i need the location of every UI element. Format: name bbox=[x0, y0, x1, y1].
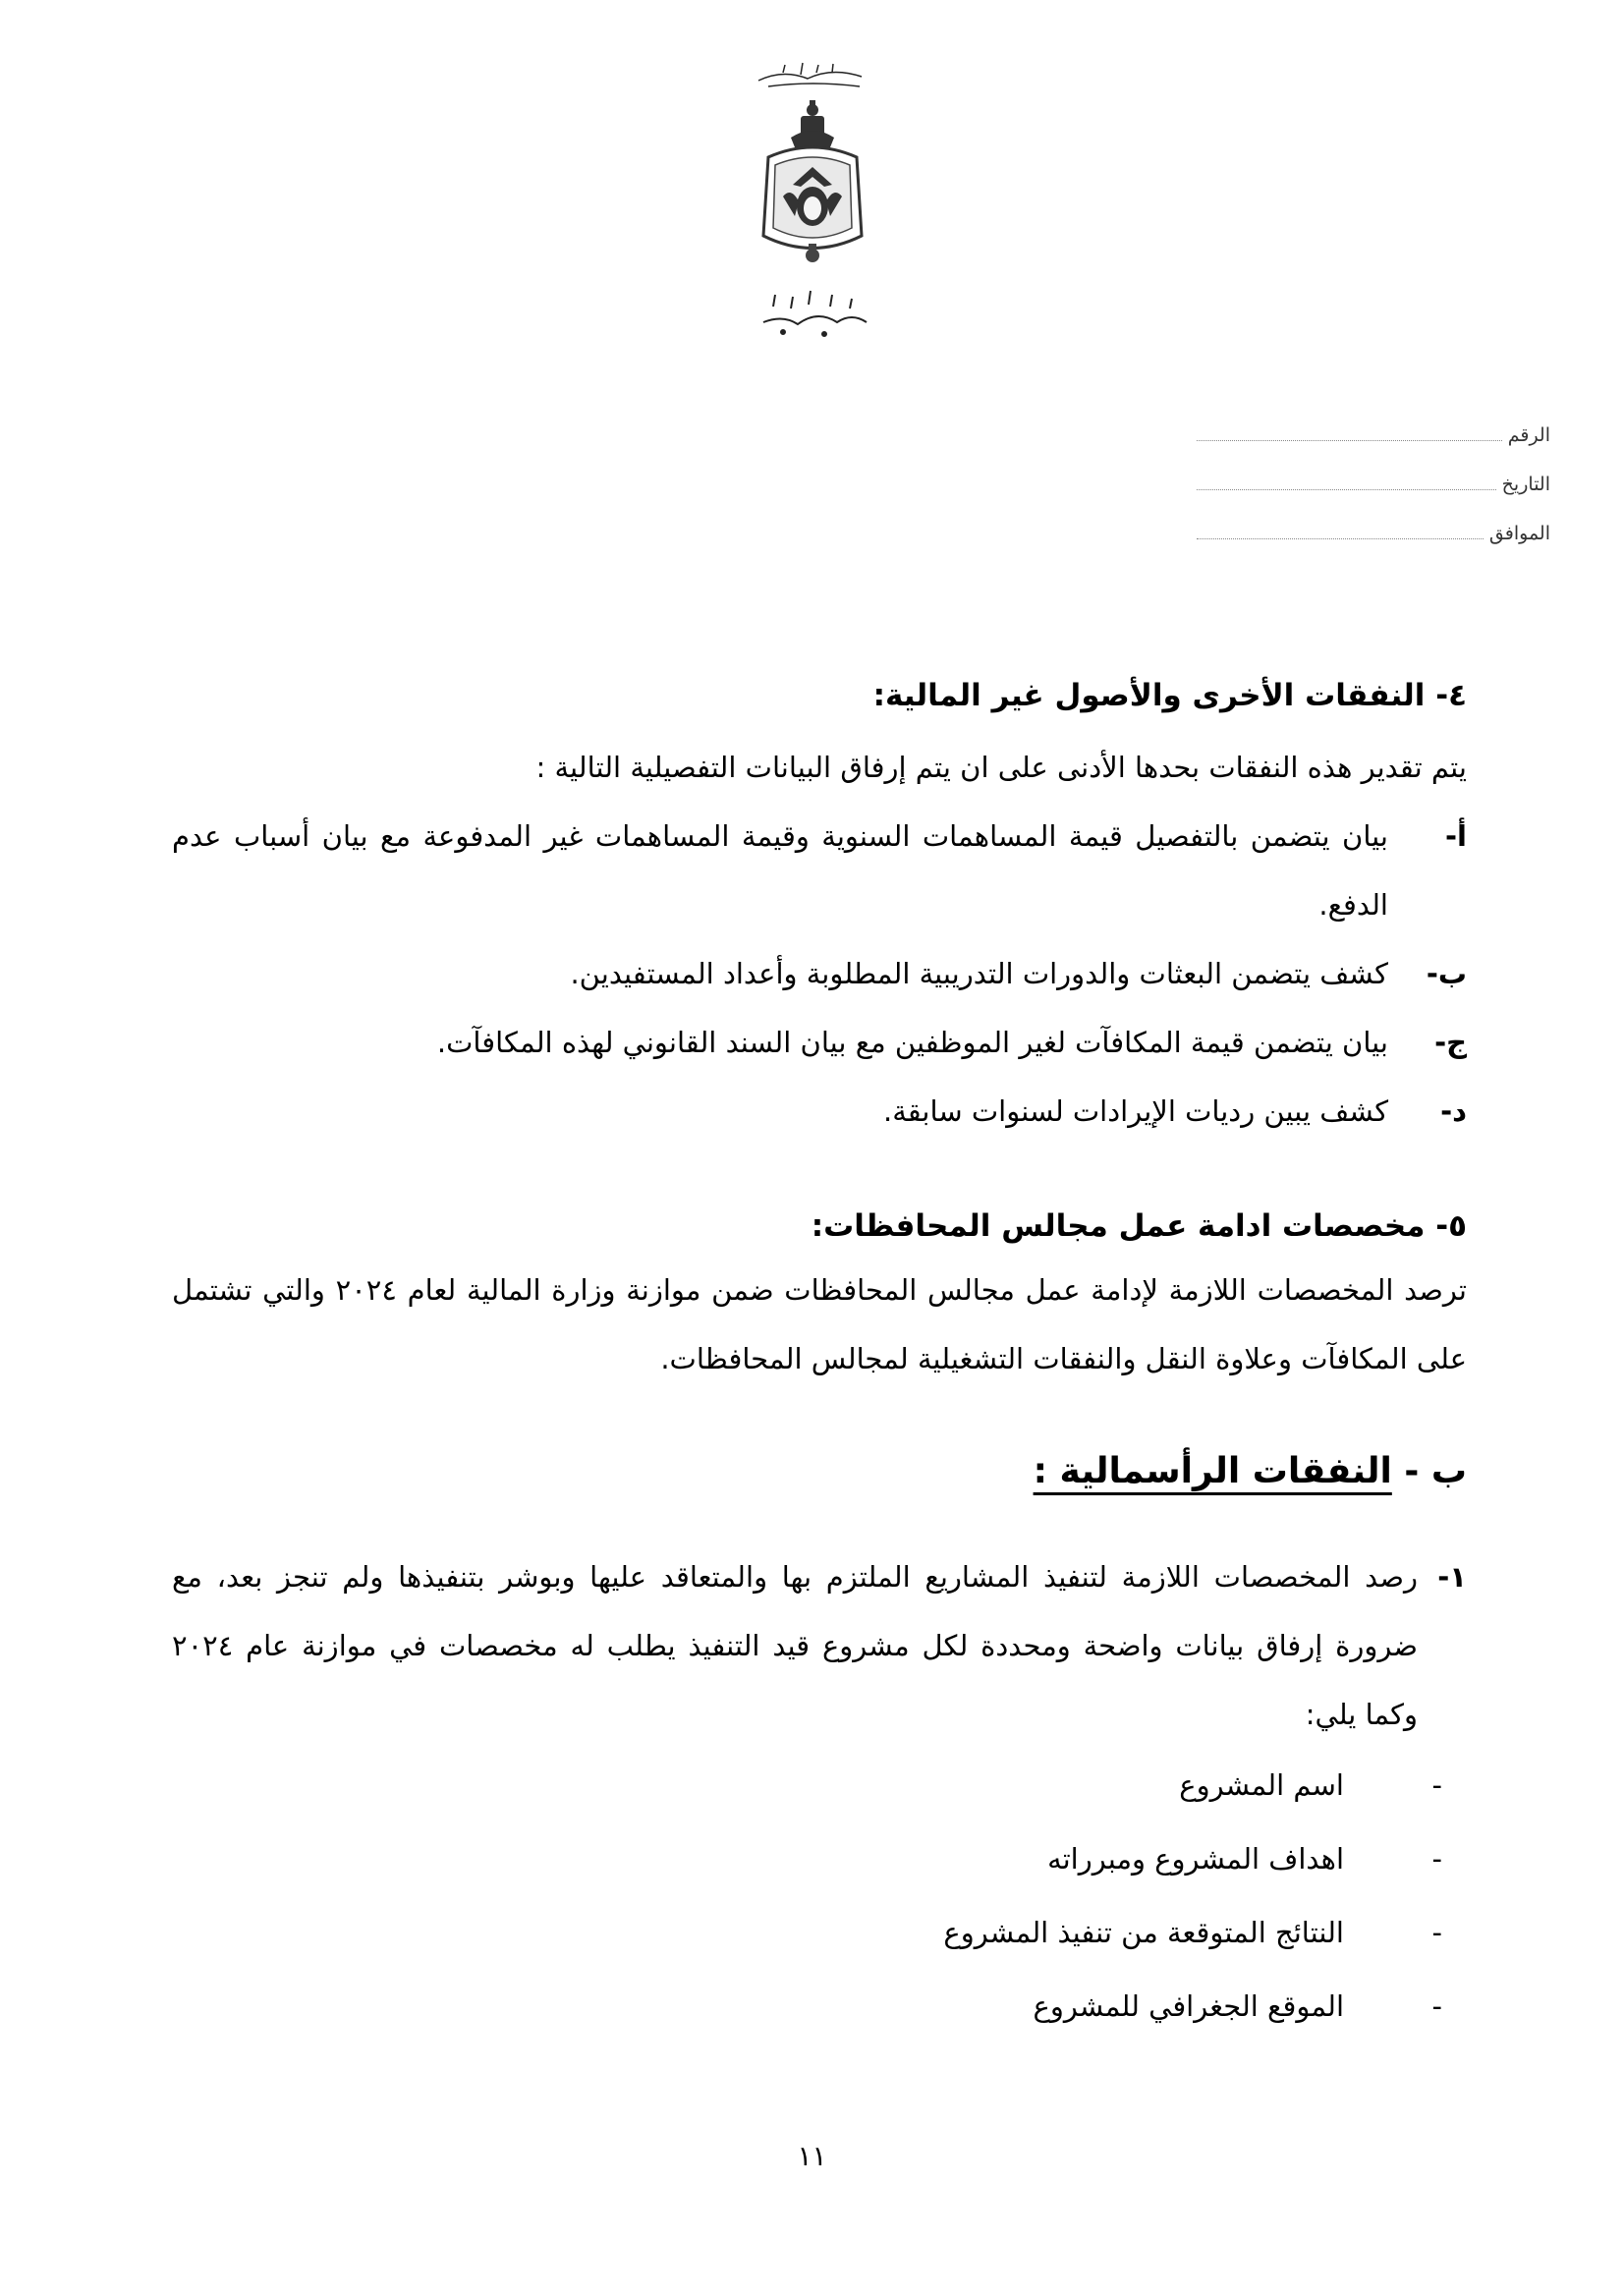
section-4-item-a bbox=[172, 802, 1467, 939]
ref-corresponding-label: الموافق bbox=[1488, 523, 1550, 544]
section-b-prefix: ب - bbox=[1391, 1451, 1467, 1491]
crown-icon bbox=[791, 100, 834, 147]
item-marker: ١- bbox=[1437, 1560, 1467, 1594]
section-b-item-1 bbox=[172, 1542, 1467, 1749]
section-b-heading bbox=[172, 1432, 1467, 1511]
page-number: ١١ bbox=[797, 2140, 827, 2172]
item-text: بيان يتضمن بالتفصيل قيمة المساهمات السنوية وقيمة المساهمات غير المدفوعة مع بيان أسباب عدم الدفع. bbox=[172, 819, 1388, 922]
coat-of-arms-emblem bbox=[714, 59, 911, 354]
medal-icon bbox=[806, 244, 819, 262]
ref-number-line bbox=[1197, 426, 1502, 441]
office-calligraphy bbox=[763, 291, 867, 336]
basmala-calligraphy bbox=[758, 63, 862, 86]
ref-date-line bbox=[1197, 476, 1496, 490]
document-body bbox=[172, 666, 1467, 2044]
section-4-item-c bbox=[172, 1008, 1467, 1077]
dash-bullet: - bbox=[1431, 1842, 1442, 1876]
ref-corresponding-line bbox=[1197, 525, 1484, 539]
item-marker: ب- bbox=[1426, 957, 1467, 990]
item-marker: د- bbox=[1440, 1094, 1467, 1128]
section-5-heading: ٥- مخصصات ادامة عمل مجالس المحافظات: bbox=[811, 1208, 1467, 1244]
section-4-item-b bbox=[172, 939, 1467, 1008]
section-4-item-d bbox=[172, 1077, 1467, 1146]
requirement-text: النتائج المتوقعة من تنفيذ المشروع bbox=[943, 1916, 1344, 1949]
item-text: كشف يتضمن البعثات والدورات التدريبية المطلوبة وأعداد المستفيدين. bbox=[570, 957, 1388, 990]
dash-bullet: - bbox=[1431, 1989, 1442, 2023]
ref-corresponding-row bbox=[1197, 523, 1550, 572]
reference-fields bbox=[1197, 424, 1550, 572]
item-text: بيان يتضمن قيمة المكافآت لغير الموظفين مع بيان السند القانوني لهذه المكافآت. bbox=[436, 1026, 1388, 1059]
section-b-title: النفقات الرأسمالية : bbox=[1033, 1451, 1392, 1491]
project-requirement-item bbox=[172, 1822, 1467, 1896]
requirement-text: اهداف المشروع ومبرراته bbox=[1047, 1842, 1344, 1876]
ref-date-label: التاريخ bbox=[1501, 474, 1550, 495]
section-4-intro: يتم تقدير هذه النفقات بحدها الأدنى على ان يتم إرفاق البيانات التفصيلية التالية : bbox=[535, 751, 1467, 784]
project-requirement-item bbox=[172, 1970, 1467, 2044]
letterhead bbox=[0, 59, 1624, 354]
section-5-body: ترصد المخصصات اللازمة لإدامة عمل مجالس المحافظات ضمن موازنة وزارة المالية لعام ٢٠٢٤ والتي تشتمل على المكافآت وعلاوة النقل والنفقات التشغيلية لمجالس المحافظات. bbox=[172, 1273, 1467, 1375]
shield-icon bbox=[804, 196, 821, 220]
section-4-heading: ٤- النفقات الأخرى والأصول غير المالية: bbox=[872, 678, 1467, 713]
project-requirement-item bbox=[172, 1749, 1467, 1822]
ref-number-label: الرقم bbox=[1507, 424, 1550, 446]
requirement-text: الموقع الجغرافي للمشروع bbox=[1033, 1989, 1344, 2023]
requirement-text: اسم المشروع bbox=[1179, 1768, 1344, 1802]
dash-bullet: - bbox=[1431, 1768, 1442, 1802]
item-marker: ج- bbox=[1434, 1026, 1467, 1059]
item-text: كشف يبين رديات الإيرادات لسنوات سابقة. bbox=[883, 1094, 1388, 1128]
ref-number-row bbox=[1197, 424, 1550, 474]
project-requirement-item bbox=[172, 1896, 1467, 1970]
item-text: رصد المخصصات اللازمة لتنفيذ المشاريع الملتزم بها والمتعاقد عليها وبوشر بتنفيذها ولم تنجز بعد، مع ضرورة إرفاق بيانات واضحة ومحددة لكل مشروع قيد التنفيذ يطلب له مخصصات في موازنة عام ٢٠٢٤ وكما يلي: bbox=[172, 1560, 1418, 1731]
dash-bullet: - bbox=[1431, 1916, 1442, 1949]
ref-date-row bbox=[1197, 474, 1550, 523]
item-marker: أ- bbox=[1445, 819, 1467, 853]
